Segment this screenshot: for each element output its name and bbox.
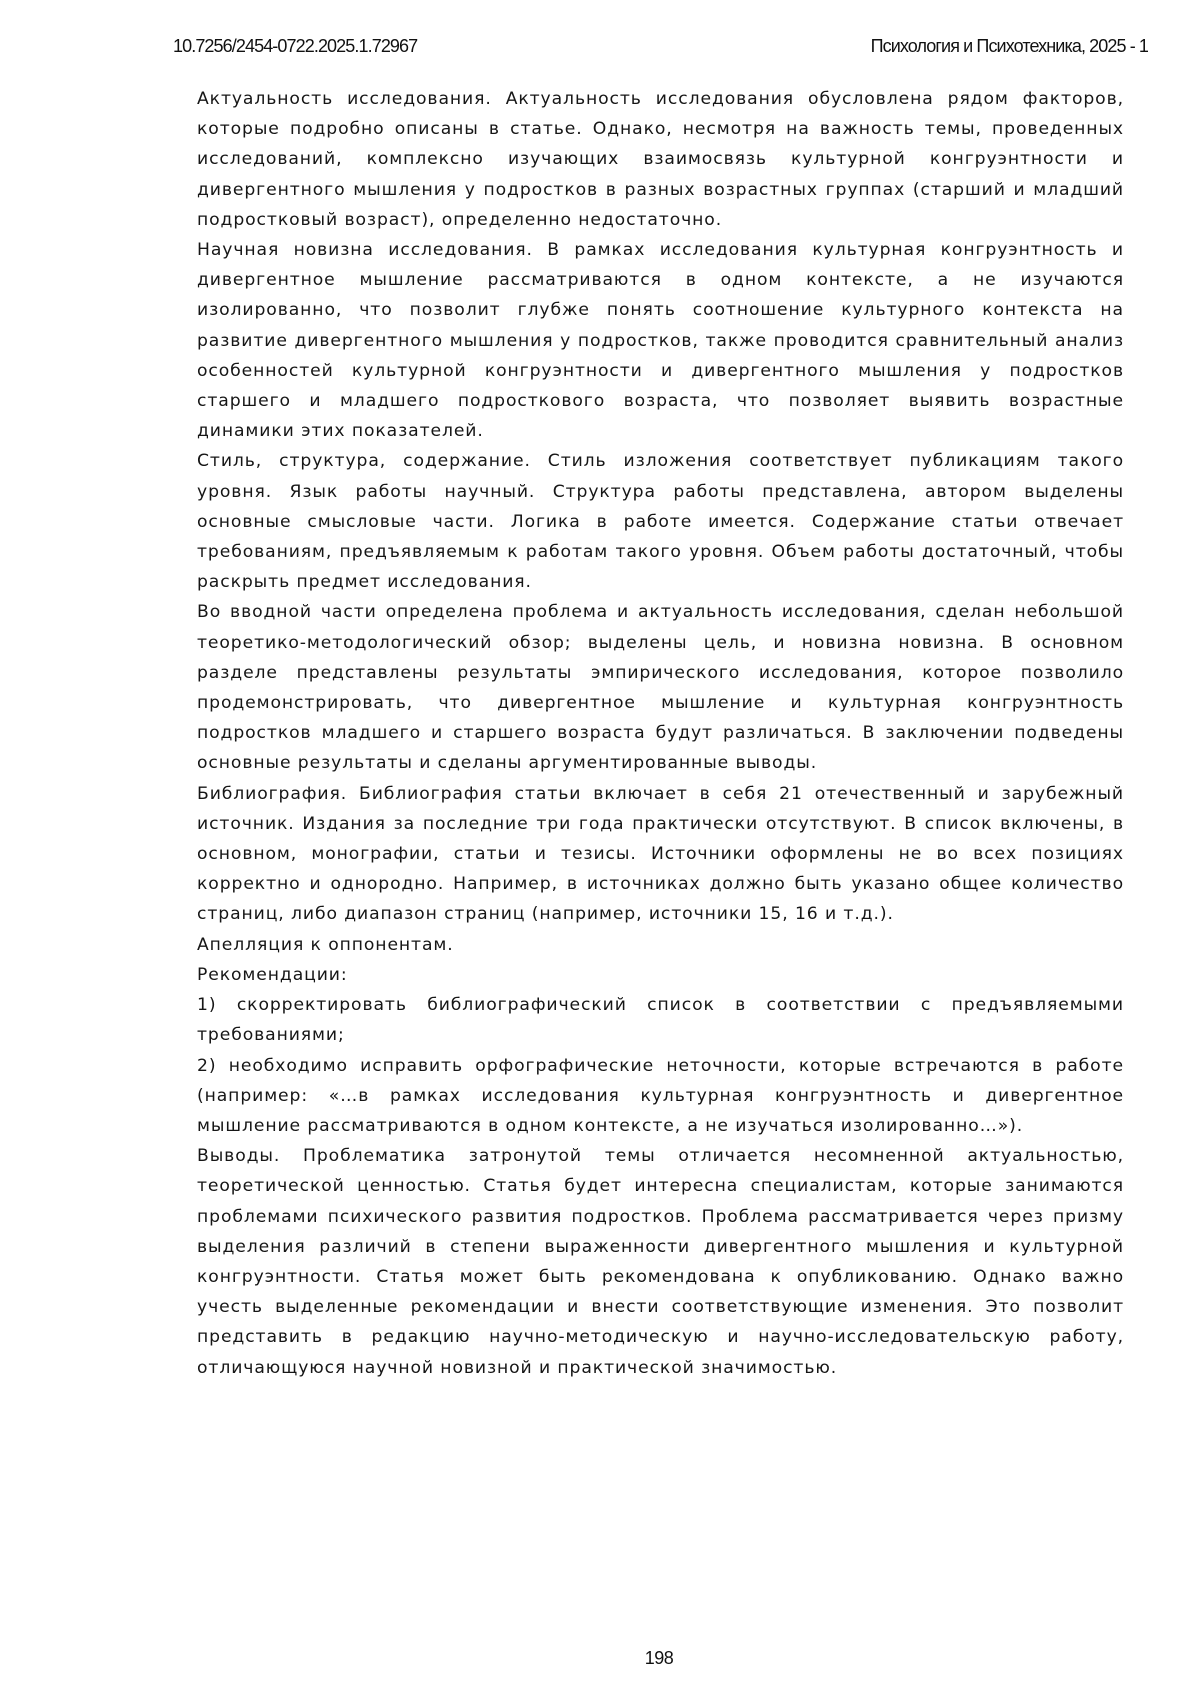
recommendation-item: 1) скорректировать библиографический список в соответствии с предъявляемыми требованиями; (197, 990, 1124, 1050)
paragraph-conclusions: Выводы. Проблематика затронутой темы отличается несомненной актуальностью, теоретической ценностью. Статья будет интересна специалистам, которые занимаются проблемами психического развития подростков. Проблема рассматривается через призму выделения различий в степени выраженности дивергентного мышления и культурной конгруэнтности. Статья может быть рекомендована к опубликованию. Однако важно учесть выделенные рекомендации и внести соответствующие изменения. Это позволит представить в редакцию научно-методическую и научно-исследовательскую работу, отличающуюся научной новизной и практической значимостью. (197, 1141, 1124, 1383)
paragraph-appeal: Апелляция к оппонентам. (197, 930, 1124, 960)
paragraph-style: Стиль, структура, содержание. Стиль изложения соответствует публикациям такого уровня. Язык работы научный. Структура работы представлена, автором выделены основные смысловые части. Логика в работе имеется. Содержание статьи отвечает требованиям, предъявляемым к работам такого уровня. Объем работы достаточный, чтобы раскрыть предмет исследования. (197, 446, 1124, 597)
page-header (173, 36, 1148, 62)
paragraph-relevance: Актуальность исследования. Актуальность исследования обусловлена рядом факторов, которые подробно описаны в статье. Однако, несмотря на важность темы, проведенных исследований, комплексно изучающих взаимосвязь культурной конгруэнтности и дивергентного мышления у подростков в разных возрастных группах (старший и младший подростковый возраст), определенно недостаточно. (197, 84, 1124, 235)
paragraph-recommendations-heading: Рекомендации: (197, 960, 1124, 990)
paragraph-introduction: Во вводной части определена проблема и актуальность исследования, сделан небольшой теоретико-методологический обзор; выделены цель, и новизна новизна. В основном разделе представлены результаты эмпирического исследования, которое позволило продемонстрировать, что дивергентное мышление и культурная конгруэнтность подростков младшего и старшего возраста будут различаться. В заключении подведены основные результаты и сделаны аргументированные выводы. (197, 597, 1124, 778)
recommendation-item: 2) необходимо исправить орфографические неточности, которые встречаются в работе (например: «…в рамках исследования культурная конгруэнтность и дивергентное мышление рассматриваются в одном контексте, а не изучаться изолированно…»). (197, 1051, 1124, 1142)
paragraph-bibliography: Библиография. Библиография статьи включает в себя 21 отечественный и зарубежный источник. Издания за последние три года практически отсутствуют. В список включены, в основном, монографии, статьи и тезисы. Источники оформлены не во всех позициях корректно и однородно. Например, в источниках должно быть указано общее количество страниц, либо диапазон страниц (например, источники 15, 16 и т.д.). (197, 779, 1124, 930)
journal-title: Психология и Психотехника, 2025 - 1 (871, 36, 1148, 57)
doi-label: 10.7256/2454-0722.2025.1.72967 (173, 36, 417, 57)
paragraph-novelty: Научная новизна исследования. В рамках исследования культурная конгруэнтность и дивергентное мышление рассматриваются в одном контексте, а не изучаются изолированно, что позволит глубже понять соотношение культурного контекста на развитие дивергентного мышления у подростков, также проводится сравнительный анализ особенностей культурной конгруэнтности и дивергентного мышления у подростков старшего и младшего подросткового возраста, что позволяет выявить возрастные динамики этих показателей. (197, 235, 1124, 446)
article-body (197, 84, 1124, 1383)
page-number: 198 (0, 1648, 1200, 1669)
